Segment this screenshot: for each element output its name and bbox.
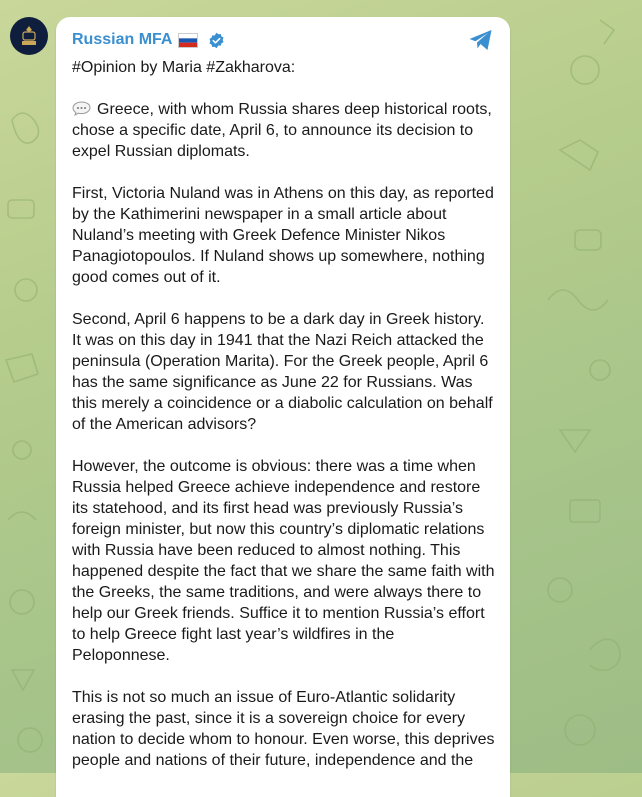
- channel-avatar[interactable]: [10, 17, 48, 55]
- message-bubble: [56, 17, 510, 797]
- paragraph-4: However, the outcome is obvious: there was a time when Russia helped Greece achieve independence and restore its statehood, and its first head was previously Russia’s foreign minister, but now this country’s diplomatic relations with Russia have been reduced to almost nothing. This happened despite the fact that we share the same faith with the Greeks, the same traditions, and were always there to help our Greek friends. Suffice it to mention Russia’s effort to help Greece fight last year’s wildfires in the Peloponnese.: [72, 458, 499, 664]
- russia-flag-icon: [178, 33, 198, 48]
- message-text: [72, 57, 499, 792]
- verified-badge-icon: [208, 32, 225, 49]
- speech-balloon-icon: [72, 101, 91, 116]
- hashtag-line: #Opinion by Maria #Zakharova:: [72, 59, 296, 76]
- paragraph-3: Second, April 6 happens to be a dark day in Greek history. It was on this day in 1941 that the Nazi Reich attacked the peninsula (Operation Marita). For the Greek people, April 6 has the same significance as June 22 for Russians. Was this merely a coincidence or a diabolic calculation on behalf of the American advisors?: [72, 311, 498, 433]
- channel-name[interactable]: Russian MFA: [72, 31, 173, 48]
- emblem-icon: [14, 21, 44, 51]
- telegram-share-icon[interactable]: [468, 28, 494, 52]
- paragraph-5: This is not so much an issue of Euro-Atlantic solidarity erasing the past, since it is a sovereign choice for every nation to decide whom to honour. Even worse, this deprives people and nations of their future, independence and the: [72, 689, 499, 769]
- message-header: [72, 30, 225, 50]
- paragraph-1: [72, 99, 496, 162]
- paragraph-1-text: Greece, with whom Russia shares deep historical roots, chose a specific date, April 6, to announce its decision to expel Russian diplomats.: [72, 101, 497, 160]
- paragraph-2: First, Victoria Nuland was in Athens on this day, as reported by the Kathimerini newspaper in a small article about Nuland’s meeting with Greek Defence Minister Nikos Panagiotopoulos. If Nuland shows up somewhere, nothing good comes out of it.: [72, 185, 499, 286]
